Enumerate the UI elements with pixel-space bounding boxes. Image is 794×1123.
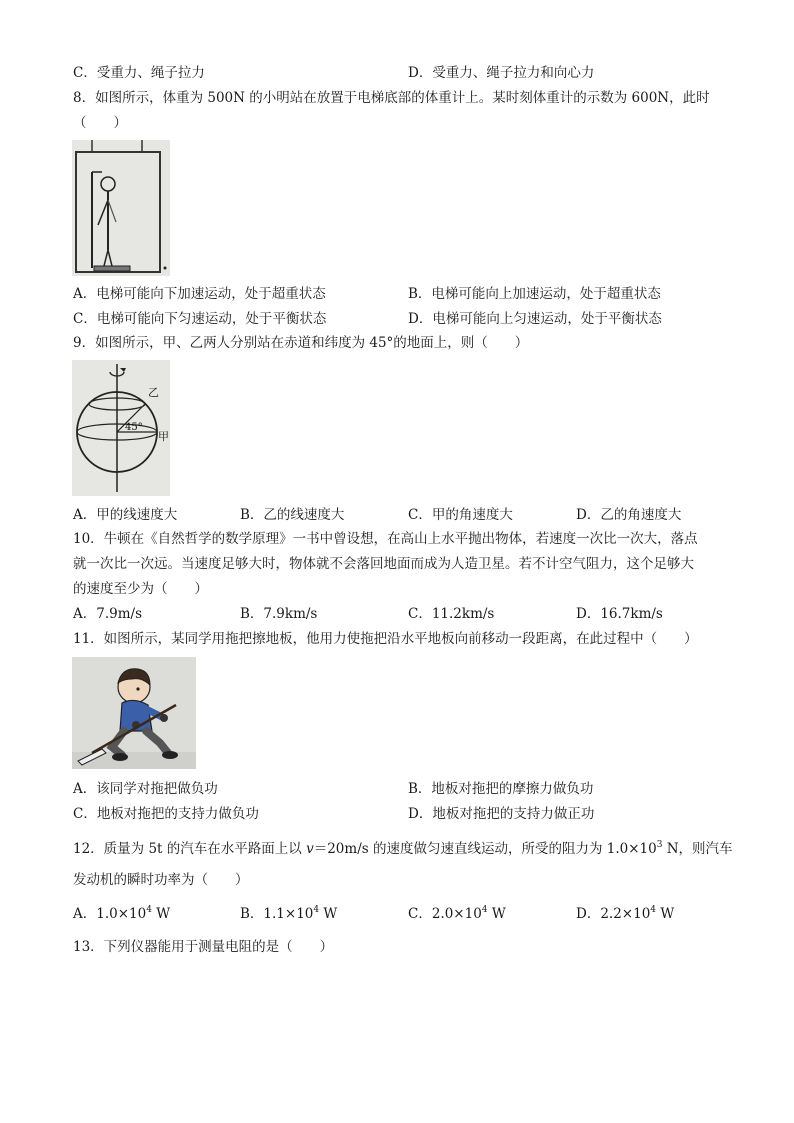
q10-option-a: A．7.9m/s	[73, 606, 142, 622]
q12-option-c-exp: 4	[481, 905, 488, 915]
angle-label: 45°	[125, 422, 143, 433]
rotating-earth-latitude-icon	[72, 360, 170, 496]
q12-option-d-unit: W	[656, 906, 675, 922]
q8-option-a: A．电梯可能向下加速运动，处于超重状态	[73, 286, 326, 302]
q12-option-a-unit: W	[151, 906, 171, 922]
q12-option-b-exp: 4	[313, 905, 320, 915]
label-yi: 乙	[148, 386, 159, 399]
elevator-person-on-scale-icon	[72, 140, 170, 276]
q9-option-d: D．乙的角速度大	[576, 507, 682, 523]
q12-option-d-exp: 4	[650, 905, 657, 915]
q12-option-a-exp: 4	[146, 905, 152, 915]
q12-option-b	[240, 904, 337, 924]
q12-option-b-base: B．1.1×10	[240, 906, 314, 922]
q12-option-c-unit: W	[487, 906, 506, 922]
q9-option-a: A．甲的线速度大	[73, 507, 178, 523]
q12-option-a	[73, 904, 170, 924]
q12-stem-line2: 发动机的瞬时功率为（ ）	[73, 872, 249, 888]
q12-option-a-base: A．1.0×10	[73, 906, 147, 922]
boy-mopping-floor-icon	[72, 657, 196, 769]
q12-option-b-unit: W	[319, 906, 338, 922]
q8-stem-line2: （ ）	[73, 115, 127, 131]
q12-stem-part3: N，则汽车	[662, 841, 733, 857]
q8-option-c: C．电梯可能向下匀速运动，处于平衡状态	[73, 311, 327, 327]
q12-stem-part2: ＝20m/s 的速度做匀速直线运动，所受的阻力为 1.0×10	[313, 841, 657, 857]
q11-stem: 11．如图所示，某同学用拖把擦地板，他用力使拖把沿水平地板向前移动一段距离，在此过程中（ ）	[73, 631, 698, 647]
q12-option-d	[576, 904, 674, 924]
q7-option-d: D．受重力、绳子拉力和向心力	[408, 65, 595, 81]
q10-option-b: B．7.9km/s	[240, 606, 318, 622]
q12-option-c-base: C．2.0×10	[408, 906, 482, 922]
q11-option-a: A．该同学对拖把做负功	[73, 781, 218, 797]
q12-option-d-base: D．2.2×10	[576, 906, 651, 922]
q11-option-b: B．地板对拖把的摩擦力做负功	[408, 781, 594, 797]
q9-stem: 9．如图所示，甲、乙两人分别站在赤道和纬度为 45°的地面上，则（ ）	[73, 335, 529, 351]
q11-option-d: D．地板对拖把的支持力做正功	[408, 806, 595, 822]
q10-stem-line1: 10．牛顿在《自然哲学的数学原理》一书中曾设想，在高山上水平抛出物体，若速度一次比一次大，落点	[73, 531, 698, 547]
q10-option-c: C．11.2km/s	[408, 606, 495, 622]
q11-option-c: C．地板对拖把的支持力做负功	[73, 806, 259, 822]
q12-exponent: 3	[656, 840, 663, 850]
q13-stem: 13．下列仪器能用于测量电阻的是（ ）	[73, 939, 334, 955]
q8-stem-line1: 8．如图所示，体重为 500N 的小明站在放置于电梯底部的体重计上。某时刻体重计的示数为 600N，此时	[73, 90, 710, 106]
q10-stem-line2: 就一次比一次远。当速度足够大时，物体就不会落回地面而成为人造卫星。若不计空气阻力，这个足够大	[73, 556, 694, 572]
q12-velocity-symbol: v	[306, 841, 314, 857]
q12-stem-part1: 12．质量为 5t 的汽车在水平路面上以	[73, 841, 307, 857]
q10-stem-line3: 的速度至少为（ ）	[73, 581, 208, 597]
q9-option-b: B．乙的线速度大	[240, 507, 345, 523]
q12-option-c	[408, 904, 506, 924]
label-jia: 甲	[158, 430, 169, 443]
q9-option-c: C．甲的角速度大	[408, 507, 513, 523]
q8-option-b: B．电梯可能向上加速运动，处于超重状态	[408, 286, 661, 302]
q10-option-d: D．16.7km/s	[576, 606, 663, 622]
q12-stem-line1	[73, 839, 733, 859]
q8-option-d: D．电梯可能向上匀速运动，处于平衡状态	[408, 311, 662, 327]
q7-option-c: C．受重力、绳子拉力	[73, 65, 205, 81]
